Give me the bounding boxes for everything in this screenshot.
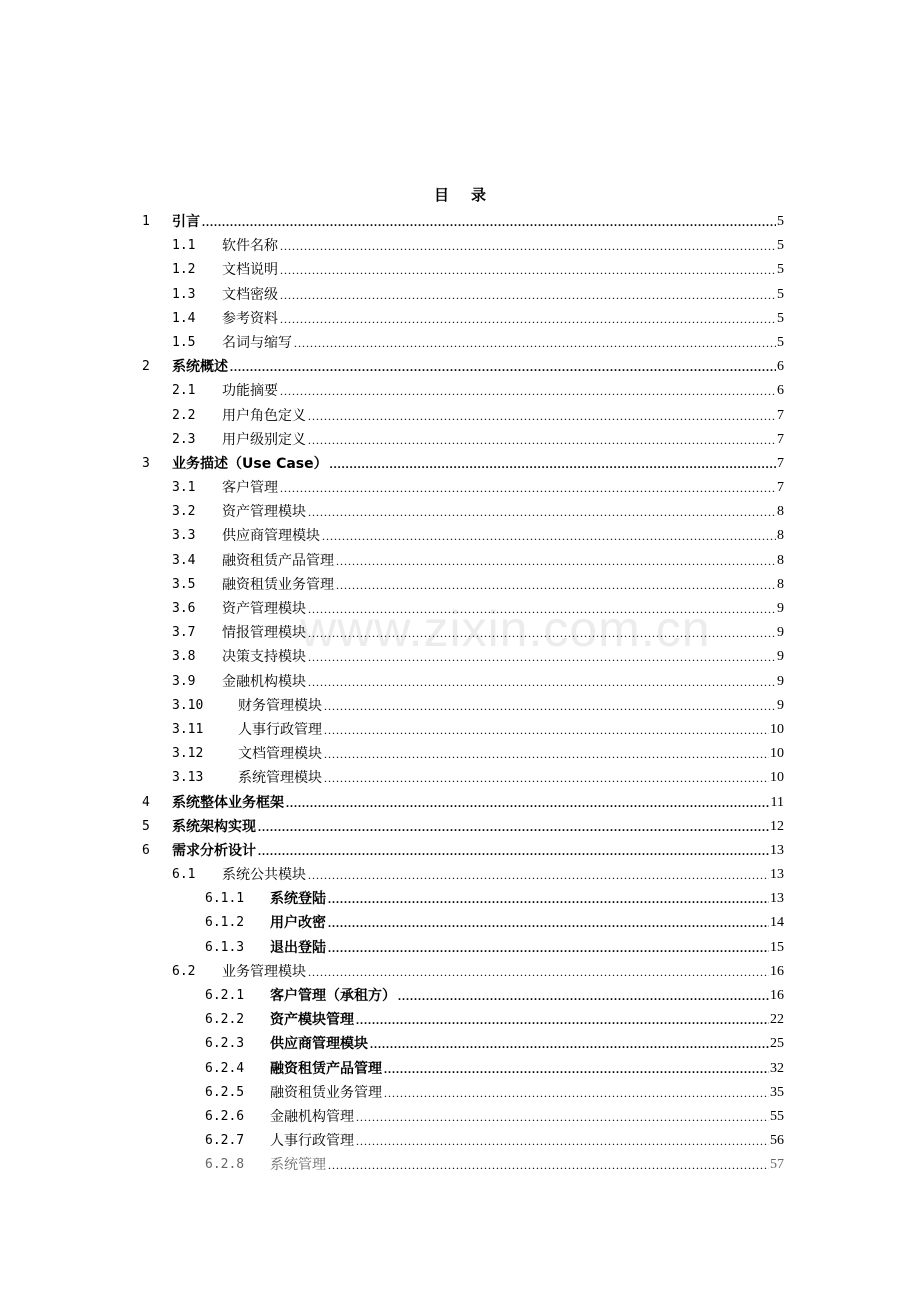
toc-entry-title-line	[238, 718, 782, 742]
toc-entry[interactable]	[0, 452, 920, 476]
toc-entry-page: 6	[776, 379, 784, 403]
toc-entry-page: 16	[769, 984, 784, 1008]
toc-entry-title: 资产模块管理	[270, 1012, 354, 1029]
toc-entry-number: 1.1	[172, 238, 196, 254]
toc-entry-page: 10	[769, 718, 784, 742]
toc-entry-title: 融资租赁业务管理	[222, 576, 334, 593]
toc-leader-dots	[280, 283, 780, 307]
toc-entry-title-line	[222, 863, 782, 887]
toc-entry-number: 6.2.1	[205, 988, 245, 1003]
toc-entry-title-line	[222, 476, 782, 500]
toc-entry[interactable]	[0, 573, 920, 597]
toc-entry-title-line	[222, 524, 782, 548]
toc-entry-number: 6.2.8	[205, 1157, 245, 1173]
toc-entry-title-line	[222, 283, 782, 307]
toc-leader-dots	[308, 960, 780, 984]
toc-entry-page: 5	[776, 307, 784, 331]
toc-entry[interactable]	[0, 742, 920, 766]
toc-entry-title: 系统管理模块	[238, 770, 322, 787]
toc-entry-title-line	[222, 670, 782, 694]
toc-leader-dots	[280, 379, 780, 403]
toc-entry-title-line	[222, 379, 782, 403]
toc-entry[interactable]	[0, 331, 920, 355]
toc-entry-number: 3.2	[172, 504, 196, 520]
toc-entry-title-line	[270, 1105, 782, 1129]
toc-entry-title: 用户级别定义	[222, 431, 306, 448]
toc-entry-page: 9	[776, 645, 784, 669]
toc-entry-title-line	[270, 1153, 782, 1177]
toc-entry[interactable]	[0, 234, 920, 258]
toc-entry[interactable]	[0, 1129, 920, 1153]
toc-entry-title: 软件名称	[222, 238, 278, 255]
toc-entry-title-line	[222, 573, 782, 597]
toc-entry-number: 6.2.3	[205, 1036, 245, 1052]
toc-entry[interactable]	[0, 307, 920, 331]
toc-entry-title: 文档密级	[222, 286, 278, 303]
toc-entry-title: 功能摘要	[222, 383, 278, 400]
toc-leader-dots	[370, 1032, 780, 1056]
toc-entry-number: 3.3	[172, 528, 196, 544]
toc-entry-number: 1.2	[172, 262, 196, 278]
toc-leader-dots	[330, 452, 780, 476]
toc-leader-dots	[398, 984, 780, 1008]
toc-entry[interactable]	[0, 1032, 920, 1056]
toc-leader-dots	[230, 355, 780, 379]
toc-entry[interactable]	[0, 1008, 920, 1032]
toc-leader-dots	[280, 307, 780, 331]
toc-entry-page: 8	[776, 524, 784, 548]
toc-entry[interactable]	[0, 597, 920, 621]
toc-entry-title-line	[270, 936, 782, 960]
toc-entry-title: 退出登陆	[270, 939, 326, 956]
toc-entry-page: 55	[769, 1105, 784, 1129]
toc-leader-dots	[336, 549, 780, 573]
toc-entry[interactable]	[0, 1153, 920, 1177]
toc-entry-title: 人事行政管理	[270, 1133, 354, 1150]
toc-entry-title-line	[222, 307, 782, 331]
toc-leader-dots	[294, 331, 780, 355]
toc-entry-number: 6.2.6	[205, 1108, 245, 1124]
toc-entry-number: 6	[142, 842, 150, 858]
toc-entry-page: 5	[776, 283, 784, 307]
toc-entry-page: 10	[769, 742, 784, 766]
toc-entry-title: 业务管理模块	[222, 963, 306, 980]
toc-leader-dots	[308, 670, 780, 694]
toc-entry[interactable]	[0, 694, 920, 718]
toc-entry-page: 25	[769, 1032, 784, 1056]
toc-entry-title-line	[172, 355, 782, 379]
toc-entry-number: 3.4	[172, 552, 196, 568]
toc-entry-title: 人事行政管理	[238, 721, 322, 738]
toc-entry-number: 3.12	[172, 746, 204, 762]
toc-leader-dots	[308, 428, 780, 452]
toc-entry-page: 32	[769, 1057, 784, 1081]
toc-entry-title: 引言	[172, 214, 200, 230]
toc-entry-title: 资产管理模块	[222, 504, 306, 521]
toc-entry-page: 35	[769, 1081, 784, 1105]
toc-entry-number: 6.2.2	[205, 1012, 245, 1028]
toc-entry-page: 10	[769, 766, 784, 790]
toc-leader-dots	[324, 742, 780, 766]
toc-entry-number: 1.4	[172, 310, 196, 326]
toc-entry-title-line	[172, 815, 782, 839]
toc-leader-dots	[324, 766, 780, 790]
toc-entry-title: 系统概述	[172, 359, 228, 376]
toc-entry-title-line	[270, 1129, 782, 1153]
toc-leader-dots	[280, 234, 780, 258]
toc-entry-page: 16	[769, 960, 784, 984]
toc-entry[interactable]	[0, 500, 920, 524]
toc-entry-title-line	[222, 428, 782, 452]
toc-entry-title-line	[222, 645, 782, 669]
toc-entry-title: 融资租赁产品管理	[270, 1060, 382, 1077]
toc-entry-title: 用户改密	[270, 915, 326, 932]
toc-entry-title: 用户角色定义	[222, 407, 306, 424]
toc-entry-page: 13	[769, 887, 784, 911]
toc-entry-page: 5	[776, 210, 784, 234]
toc-entry-title: 参考资料	[222, 310, 278, 327]
toc-entry-title: 情报管理模块	[222, 625, 306, 642]
toc-entry-page: 57	[769, 1153, 784, 1177]
toc-entry-number: 1.5	[172, 334, 196, 350]
toc-leader-dots	[258, 815, 780, 839]
toc-entry[interactable]	[0, 670, 920, 694]
toc-entry-title-line	[222, 621, 782, 645]
toc-entry-title-line	[270, 911, 782, 935]
toc-entry-title-line	[222, 500, 782, 524]
toc-entry-title: 客户管理	[222, 480, 278, 497]
toc-entry-number: 2	[142, 359, 150, 375]
toc-entry-number: 6.2.7	[205, 1133, 245, 1149]
toc-entry-title: 供应商管理模块	[270, 1036, 368, 1053]
toc-heading-right: 录	[471, 186, 487, 204]
toc-entry-title: 决策支持模块	[222, 649, 306, 666]
toc-entry-page: 7	[776, 476, 784, 500]
toc-entry-title: 需求分析设计	[172, 842, 256, 859]
toc-entry[interactable]	[0, 887, 920, 911]
toc-entry-title-line	[222, 404, 782, 428]
toc-entry-title-line	[172, 210, 782, 234]
toc-entry-page: 9	[776, 621, 784, 645]
toc-entry[interactable]	[0, 645, 920, 669]
toc-entry[interactable]	[0, 210, 920, 234]
toc-entry[interactable]	[0, 283, 920, 307]
toc-leader-dots	[336, 573, 780, 597]
toc-entry-number: 3.13	[172, 770, 204, 786]
toc-entry-number: 6.1.3	[205, 939, 245, 955]
toc-entry-page: 7	[776, 404, 784, 428]
toc-leader-dots	[308, 597, 780, 621]
toc-entry[interactable]	[0, 815, 920, 839]
toc-entry-title-line	[238, 766, 782, 790]
toc-entry-title: 名词与缩写	[222, 334, 292, 351]
toc-entry-title-line	[222, 597, 782, 621]
toc-entry-page: 56	[769, 1129, 784, 1153]
toc-entry-title-line	[270, 1008, 782, 1032]
toc-leader-dots	[280, 476, 780, 500]
toc-entry-page: 7	[776, 452, 784, 476]
toc-entry-number: 3.11	[172, 721, 204, 737]
toc-leader-dots	[308, 500, 780, 524]
toc-leader-dots	[258, 839, 780, 863]
toc-entry-title-line	[270, 1032, 782, 1056]
toc-entry-number: 6.2	[172, 963, 196, 979]
toc-leader-dots	[308, 645, 780, 669]
toc-entry[interactable]	[0, 766, 920, 790]
toc-entry-number: 2.3	[172, 431, 196, 447]
watermark: www.zixin.com.cn	[300, 601, 711, 657]
toc-entry-page: 6	[776, 355, 784, 379]
toc-entry-number: 3.6	[172, 601, 196, 616]
toc-entry[interactable]	[0, 1057, 920, 1081]
toc-entry-number: 5	[142, 818, 150, 834]
toc-entry-number: 3.7	[172, 625, 196, 641]
toc-leader-dots	[356, 1129, 780, 1153]
toc-entry-number: 2.2	[172, 407, 196, 423]
toc-entry[interactable]	[0, 621, 920, 645]
toc-entry-page: 9	[776, 597, 784, 621]
toc-entry-number: 6.1	[172, 867, 196, 883]
toc-entry-number: 6.1.1	[205, 891, 245, 907]
toc-entry-title-line	[222, 258, 782, 282]
toc-entry[interactable]	[0, 718, 920, 742]
toc-entry-title: 融资租赁业务管理	[270, 1084, 382, 1101]
toc-entry-title: 业务描述（Use Case）	[172, 455, 328, 472]
toc-entry-page: 8	[776, 573, 784, 597]
toc-entry-number: 6.1.2	[205, 915, 245, 931]
toc-entry-title: 系统架构实现	[172, 818, 256, 835]
toc-entry-title: 系统公共模块	[222, 867, 306, 884]
toc-entry-title-line	[222, 960, 782, 984]
toc-entry[interactable]	[0, 355, 920, 379]
toc-entry[interactable]	[0, 379, 920, 403]
toc-entry-title-line	[172, 452, 782, 476]
toc-entry-page: 5	[776, 234, 784, 258]
toc-entry-number: 3.1	[172, 480, 196, 496]
toc-entry-page: 14	[769, 911, 784, 935]
toc-entry-title-line	[222, 234, 782, 258]
table-of-contents	[0, 210, 920, 1178]
toc-entry-title: 金融机构管理	[270, 1108, 354, 1125]
toc-entry-page: 13	[769, 863, 784, 887]
toc-entry[interactable]	[0, 960, 920, 984]
toc-entry[interactable]	[0, 863, 920, 887]
toc-entry-title-line	[270, 1057, 782, 1081]
toc-entry-page: 5	[776, 331, 784, 355]
toc-entry-title-line	[172, 791, 782, 815]
toc-leader-dots	[322, 524, 780, 548]
toc-leader-dots	[308, 863, 780, 887]
toc-leader-dots	[324, 718, 780, 742]
toc-entry-number: 6.2.4	[205, 1060, 245, 1076]
toc-entry-title-line	[222, 331, 782, 355]
toc-leader-dots	[384, 1081, 780, 1105]
toc-entry-title: 财务管理模块	[238, 697, 322, 714]
toc-entry[interactable]	[0, 549, 920, 573]
toc-entry-number: 4	[142, 794, 150, 810]
toc-entry-title: 客户管理（承租方）	[270, 988, 396, 1004]
toc-leader-dots	[328, 1153, 780, 1177]
toc-entry[interactable]	[0, 258, 920, 282]
toc-entry-page: 8	[776, 549, 784, 573]
toc-entry-title: 文档管理模块	[238, 746, 322, 763]
toc-entry[interactable]	[0, 404, 920, 428]
toc-entry[interactable]	[0, 911, 920, 935]
toc-entry-title-line	[238, 694, 782, 718]
toc-entry-title-line	[270, 887, 782, 911]
toc-leader-dots	[328, 887, 780, 911]
toc-entry-number: 1.3	[172, 286, 196, 302]
toc-heading-left: 目	[433, 186, 449, 204]
toc-leader-dots	[202, 210, 780, 234]
toc-heading	[0, 184, 920, 205]
toc-entry-number: 1	[142, 214, 150, 229]
toc-entry-title: 金融机构模块	[222, 673, 306, 690]
toc-entry-number: 6.2.5	[205, 1084, 245, 1100]
toc-entry-title: 系统管理	[270, 1157, 326, 1174]
toc-entry-page: 15	[769, 936, 784, 960]
toc-entry-page: 9	[776, 670, 784, 694]
toc-entry[interactable]	[0, 428, 920, 452]
toc-entry[interactable]	[0, 984, 920, 1008]
toc-entry[interactable]	[0, 791, 920, 815]
toc-leader-dots	[356, 1105, 780, 1129]
toc-entry-title-line	[172, 839, 782, 863]
toc-entry-title: 供应商管理模块	[222, 528, 320, 545]
toc-entry-title: 系统登陆	[270, 891, 326, 908]
toc-entry-number: 3	[142, 455, 150, 471]
toc-leader-dots	[324, 694, 780, 718]
toc-entry-page: 8	[776, 500, 784, 524]
toc-entry-title: 系统整体业务框架	[172, 794, 284, 811]
toc-entry-title-line	[238, 742, 782, 766]
toc-entry-title: 融资租赁产品管理	[222, 552, 334, 569]
toc-entry-page: 13	[769, 839, 784, 863]
toc-leader-dots	[356, 1008, 780, 1032]
toc-leader-dots	[286, 791, 780, 815]
toc-entry[interactable]	[0, 839, 920, 863]
toc-entry-title: 文档说明	[222, 262, 278, 279]
toc-entry[interactable]	[0, 1081, 920, 1105]
toc-entry-title-line	[222, 549, 782, 573]
toc-entry-number: 3.5	[172, 576, 196, 592]
toc-entry-page: 7	[776, 428, 784, 452]
toc-entry-number: 3.8	[172, 649, 196, 665]
toc-entry-title: 资产管理模块	[222, 601, 306, 617]
toc-entry-number: 2.1	[172, 383, 196, 399]
toc-entry[interactable]	[0, 476, 920, 500]
toc-entry[interactable]	[0, 936, 920, 960]
toc-leader-dots	[308, 404, 780, 428]
toc-entry-number: 3.10	[172, 697, 204, 713]
toc-entry-page: 12	[769, 815, 784, 839]
toc-entry-title-line	[270, 1081, 782, 1105]
toc-entry-title-line	[270, 984, 782, 1008]
toc-entry-page: 22	[769, 1008, 784, 1032]
toc-entry-number: 3.9	[172, 673, 196, 689]
toc-leader-dots	[328, 911, 780, 935]
toc-leader-dots	[328, 936, 780, 960]
toc-leader-dots	[308, 621, 780, 645]
toc-entry-page: 11	[770, 791, 784, 815]
toc-leader-dots	[384, 1057, 780, 1081]
toc-entry[interactable]	[0, 524, 920, 548]
toc-entry-page: 9	[776, 694, 784, 718]
toc-entry-page: 5	[776, 258, 784, 282]
toc-entry[interactable]	[0, 1105, 920, 1129]
toc-leader-dots	[280, 258, 780, 282]
